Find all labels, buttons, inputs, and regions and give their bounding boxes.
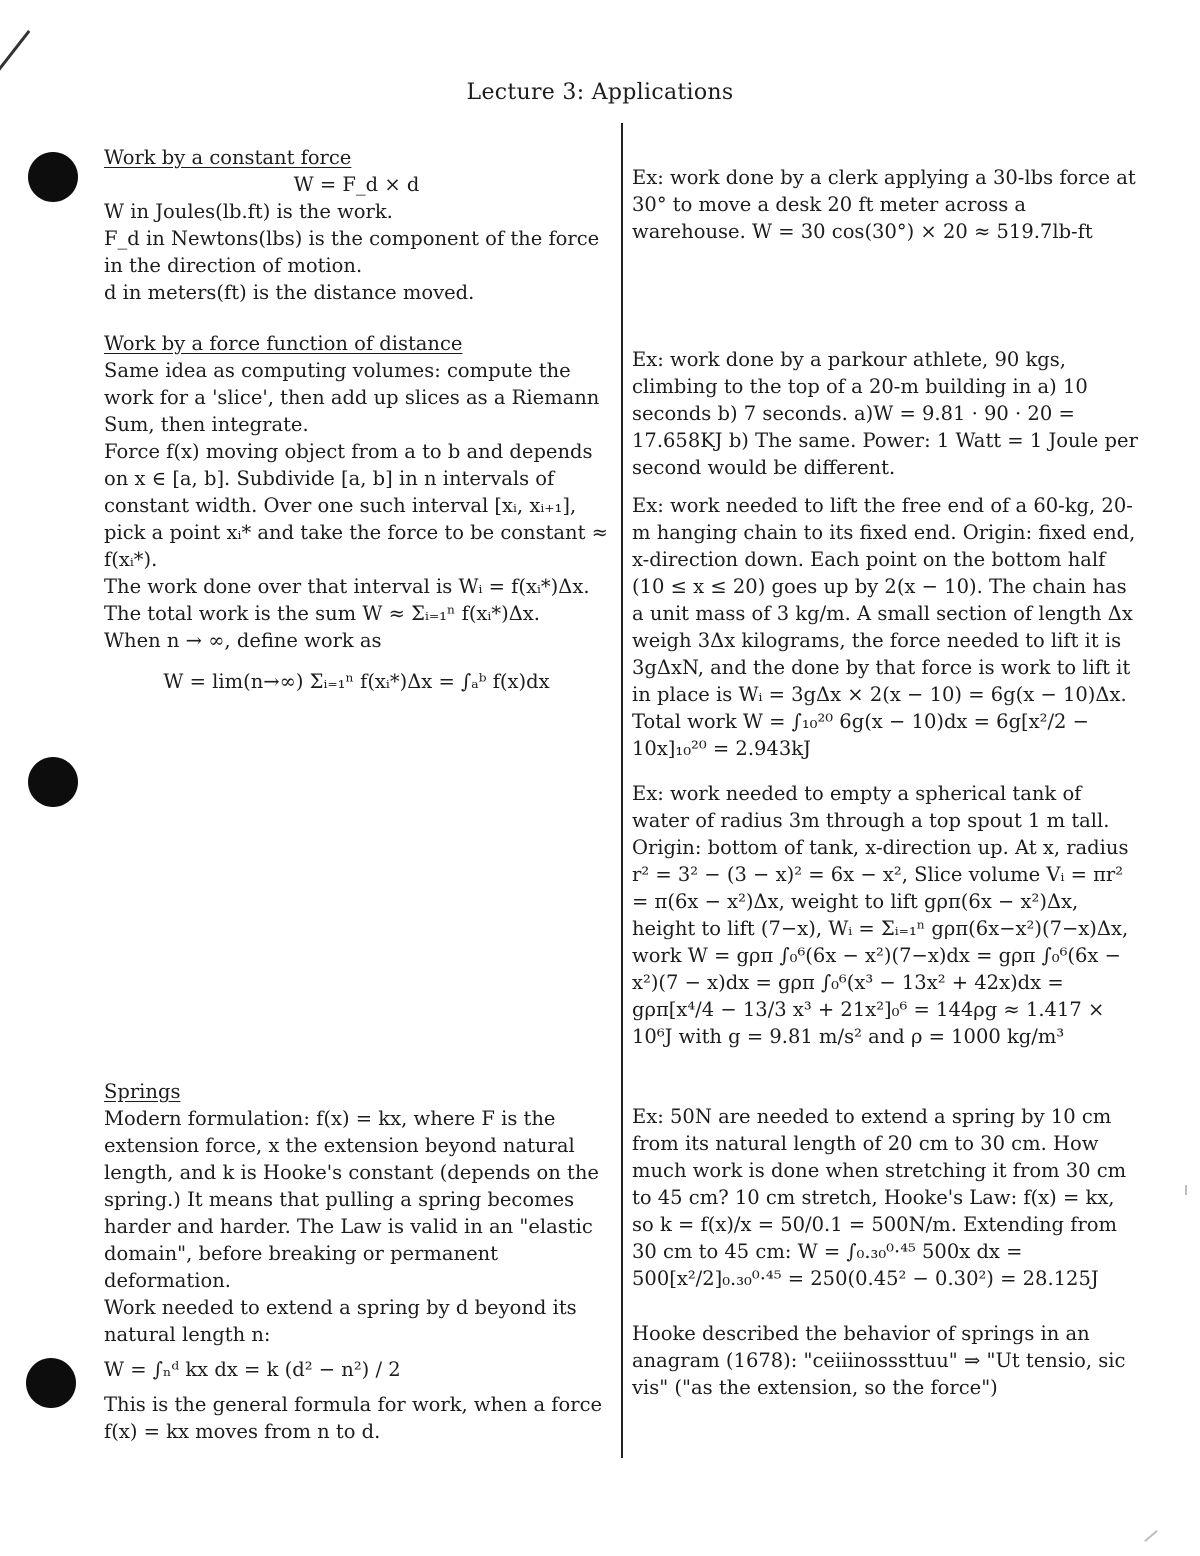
example-parkour: Ex: work done by a parkour athlete, 90 kgs, climbing to the top of a 20-m building in a) 10 seconds b) 7 seconds. a)W = 9.81 · 90 · 20 = 17.658KJ b) The same. Power: 1 Watt = 1 Joule per second would be different. <box>632 348 1138 479</box>
paragraph: The total work is the sum W ≈ Σᵢ₌₁ⁿ f(xᵢ*)Δx. <box>104 602 540 625</box>
column-divider <box>621 123 623 1458</box>
punch-hole-bottom <box>26 1358 76 1408</box>
section-force-function <box>104 330 609 695</box>
paragraph: Modern formulation: f(x) = kx, where F is the extension force, x the extension beyond natural length, and k is Hooke's constant (depends on the spring.) It means that pulling a spring becomes harder and harder. The Law is valid in an "elastic domain", before breaking or permanent deformation. <box>104 1107 599 1292</box>
section-heading: Work by a constant force <box>104 146 352 169</box>
punch-hole-middle <box>28 757 78 807</box>
example-tank: Ex: work needed to empty a spherical tank of water of radius 3m through a top spout 1 m tall. Origin: bottom of tank, x-direction up. At x, radius r² = 3² − (3 − x)² = 6x − x², Slice volume Vᵢ = πr² = π(6x − x²)Δx, weight to lift gρπ(6x − x²)Δx, height to lift (7−x), Wᵢ = Σᵢ₌₁ⁿ gρπ(6x−x²)(7−x)Δx, work W = gρπ ∫₀⁶(6x − x²)(7−x)dx = gρπ ∫₀⁶(6x − x²)(7 − x)dx = gρπ ∫₀⁶(x³ − 13x² + 42x)dx = gρπ[x⁴/4 − 13/3 x³ + 21x²]₀⁶ = 144ρg ≈ 1.417 × 10⁶J with g = 9.81 m/s² and ρ = 1000 kg/m³ <box>632 782 1129 1048</box>
paragraph: The work done over that interval is Wᵢ = f(xᵢ*)Δx. <box>104 575 590 598</box>
formula: W = ∫ₙᵈ kx dx = k (d² − n²) / 2 <box>104 1358 401 1381</box>
text-line: F_d in Newtons(lbs) is the component of the force in the direction of motion. <box>104 227 600 277</box>
section-heading: Work by a force function of distance <box>104 332 463 355</box>
paragraph: When n → ∞, define work as <box>104 629 382 652</box>
paragraph: This is the general formula for work, when a force f(x) = kx moves from n to d. <box>104 1393 603 1443</box>
scan-smudge <box>1185 1185 1187 1195</box>
hooke-anagram-note: Hooke described the behavior of springs in an anagram (1678): "ceiiinosssttuu" ⇒ "Ut tensio, sic vis" ("as the extension, so the force") <box>632 1322 1126 1399</box>
example-chain: Ex: work needed to lift the free end of a 60-kg, 20-m hanging chain to its fixed end. Origin: fixed end, x-direction down. Each point on the bottom half (10 ≤ x ≤ 20) goes up by 2(x − 10). The chain has a unit mass of 3 kg/m. A small section of length Δx weigh 3Δx kilograms, the force needed to lift it is 3gΔxN, and the done by that force is work to lift it in place is Wᵢ = 3gΔx × 2(x − 10) = 6g(x − 10)Δx. Total work W = ∫₁₀²⁰ 6g(x − 10)dx = 6g[x²/2 − 10x]₁₀²⁰ = 2.943kJ <box>632 494 1136 760</box>
punch-hole-top <box>28 152 78 202</box>
section-heading: Springs <box>104 1080 181 1103</box>
example-spring: Ex: 50N are needed to extend a spring by 10 cm from its natural length of 20 cm to 30 cm. How much work is done when stretching it from 30 cm to 45 cm? 10 cm stretch, Hooke's Law: f(x) = kx, so k = f(x)/x = 50/0.1 = 500N/m. Extending from 30 cm to 45 cm: W = ∫₀.₃₀⁰·⁴⁵ 500x dx = 500[x²/2]₀.₃₀⁰·⁴⁵ = 250(0.45² − 0.30²) = 28.125J <box>632 1105 1127 1290</box>
pen-mark <box>0 30 30 78</box>
formula: W = lim(n→∞) Σᵢ₌₁ⁿ f(xᵢ*)Δx = ∫ₐᵇ f(x)dx <box>163 670 550 693</box>
formula: W = F_d × d <box>293 173 420 196</box>
paragraph: Force f(x) moving object from a to b and depends on x ∈ [a, b]. Subdivide [a, b] in n intervals of constant width. Over one such interval [xᵢ, xᵢ₊₁], pick a point xᵢ* and take the force to be constant ≈ f(xᵢ*). <box>104 440 608 571</box>
page-title: Lecture 3: Applications <box>466 80 734 105</box>
section-constant-force <box>104 144 609 306</box>
section-springs <box>104 1078 609 1445</box>
example-clerk: Ex: work done by a clerk applying a 30-lbs force at 30° to move a desk 20 ft meter across a warehouse. W = 30 cos(30°) × 20 ≈ 519.7lb-ft <box>632 166 1136 243</box>
text-line: W in Joules(lb.ft) is the work. <box>104 200 393 223</box>
paragraph: Work needed to extend a spring by d beyond its natural length n: <box>104 1296 577 1346</box>
scan-smudge <box>1144 1530 1158 1542</box>
text-line: d in meters(ft) is the distance moved. <box>104 281 475 304</box>
paragraph: Same idea as computing volumes: compute the work for a 'slice', then add up slices as a Riemann Sum, then integrate. <box>104 359 600 436</box>
